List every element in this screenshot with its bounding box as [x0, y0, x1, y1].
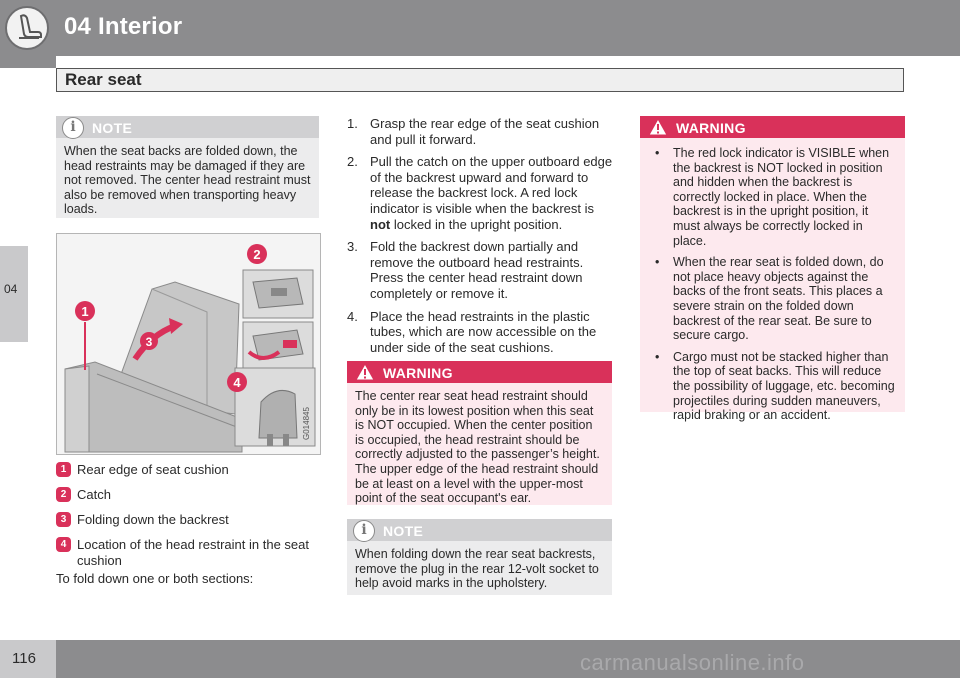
note-box-bottom: [347, 519, 612, 595]
note-header: [347, 519, 612, 541]
warning-text: The center rear seat head restraint should only be in its lowest position when this seat is NOT occupied. When the center position is occupied, the head restraint should be correctly adjusted to the passenger’s height. The upper edge of the head restraint should be at least on a level with the upper-most point of the seat occupant's ear.: [355, 389, 600, 506]
intro-text: To fold down one or both sections:: [56, 571, 254, 586]
note-header: [56, 116, 319, 138]
list-item: [347, 309, 615, 356]
legend-text: Folding down the backrest: [77, 512, 229, 527]
step-number: 3.: [347, 239, 358, 255]
legend-text: Rear edge of seat cushion: [77, 462, 229, 477]
list-item: [648, 350, 897, 423]
bullet-text: Cargo must not be stacked higher than the top of seat backs. This will reduce the possibility of luggage, etc. becoming projectiles during sudden maneuvers, rapid braking or an accident.: [673, 349, 895, 423]
footer-bar: [0, 640, 960, 678]
warning-box-right: [640, 116, 905, 423]
chapter-side-tab: [0, 246, 28, 342]
legend-text: Location of the head restraint in the seat cushion: [77, 537, 309, 568]
rear-seat-illustration: [56, 233, 321, 455]
legend-text: Catch: [77, 487, 111, 502]
chapter-title: 04 Interior: [64, 13, 183, 40]
steps-list: [347, 116, 615, 362]
svg-text:3: 3: [145, 335, 153, 349]
list-item: [648, 146, 897, 248]
warning-title: WARNING: [383, 365, 453, 381]
list-item: [347, 116, 615, 147]
step-text: Fold the backrest down partially and remove the outboard head restraints. Press the center head restraint down completely or remove it.: [370, 239, 584, 301]
seat-drawing: [57, 234, 320, 454]
step-text: Place the head restraints in the plastic tubes, which are now accessible on the under side of the seat cushions.: [370, 308, 597, 355]
legend-badge: 4: [56, 537, 71, 552]
page-number: 116: [12, 650, 36, 667]
figure-code: G014845: [302, 407, 311, 440]
warning-title: WARNING: [676, 120, 746, 136]
svg-text:1: 1: [81, 304, 89, 319]
step-number: 4.: [347, 308, 358, 324]
svg-text:2: 2: [253, 247, 261, 262]
warning-icon: [355, 363, 375, 381]
warning-header: [640, 116, 905, 138]
step-number: 2.: [347, 154, 358, 170]
warning-icon: [648, 118, 668, 136]
list-item: [347, 239, 615, 301]
section-title: Rear seat: [56, 68, 904, 92]
legend-badge: 1: [56, 462, 71, 477]
warning-body: [640, 138, 905, 438]
list-item: [347, 154, 615, 232]
note-title: NOTE: [92, 120, 133, 136]
bullet-text: When the rear seat is folded down, do not place heavy objects against the backs of the front seats. This places a severe strain on the folded down backrest of the rear seat. Be sure to secure cargo.: [673, 255, 884, 343]
step-text-after: locked in the upright position.: [390, 216, 563, 232]
svg-text:4: 4: [233, 375, 241, 390]
note-title: NOTE: [383, 523, 424, 539]
step-bold: not: [370, 216, 391, 232]
bullet-dot: •: [655, 146, 660, 160]
watermark: carmanualsonline.info: [580, 650, 805, 675]
bullet-dot: •: [655, 349, 660, 364]
legend-badge: 2: [56, 487, 71, 502]
note-text: When folding down the rear seat backrests, remove the plug in the rear 12-volt socket to help avoid marks in the upholstery.: [355, 547, 599, 591]
seat-icon: [5, 6, 49, 50]
warning-box-middle: [347, 361, 612, 505]
legend-badge: 3: [56, 512, 71, 527]
step-text: Grasp the rear edge of the seat cushion and pull it forward.: [370, 116, 600, 147]
note-text: When the seat backs are folded down, the head restraints may be damaged if they are not removed. The center head restraint must also be removed when transporting heavy loads.: [64, 144, 311, 217]
note-box-top: [56, 116, 319, 218]
chapter-header: [0, 0, 960, 56]
warning-header: [347, 361, 612, 383]
info-icon: i: [353, 520, 375, 542]
step-number: 1.: [347, 116, 358, 131]
bullet-dot: •: [655, 255, 660, 270]
step-text: Pull the catch on the upper outboard edge of the backrest upward and forward to release the backrest lock. A red lock indicator is visible when the backrest is: [370, 154, 613, 216]
bullet-text: The red lock indicator is VISIBLE when the backrest is NOT locked in position and hidden when the backrest is correctly locked in place. When the backrest is in the upright position, it must always be correctly locked in place.: [673, 146, 890, 248]
side-tab-label: 04: [4, 282, 18, 296]
info-icon: i: [62, 117, 84, 139]
list-item: [648, 255, 897, 343]
header-tail: [0, 56, 56, 68]
